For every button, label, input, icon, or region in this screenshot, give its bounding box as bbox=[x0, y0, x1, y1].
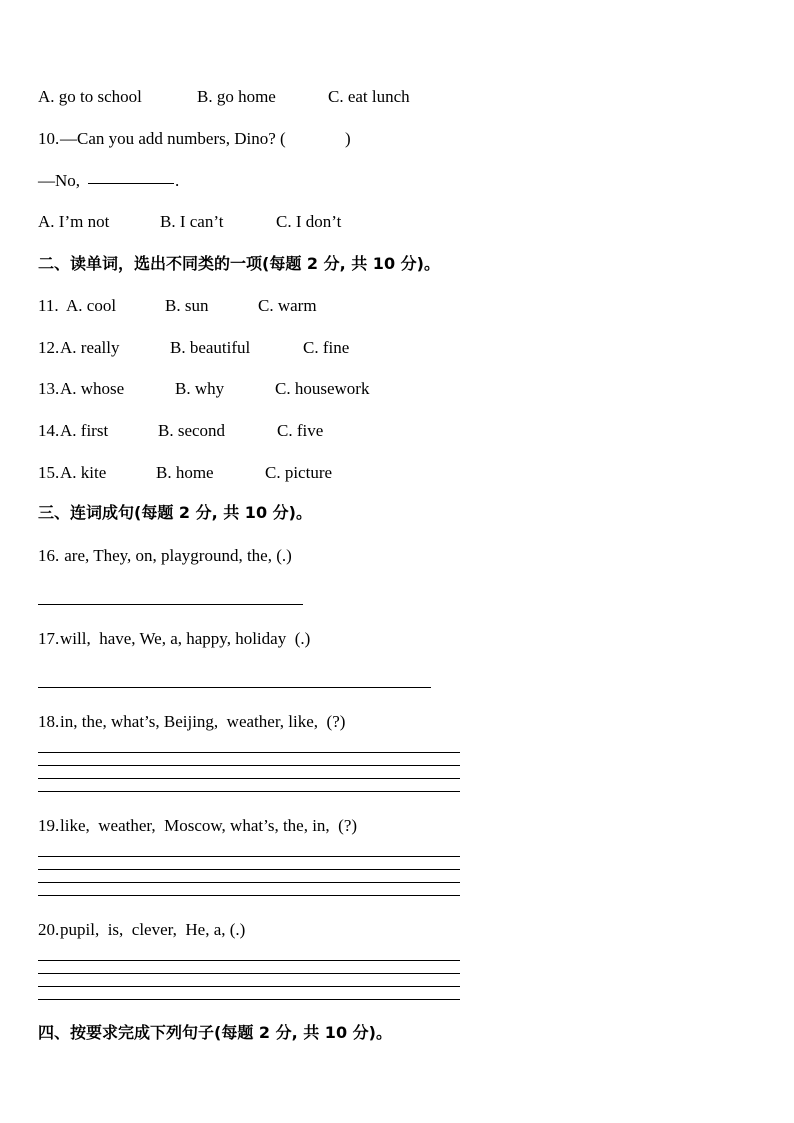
q12-option-b: B. beautiful bbox=[170, 338, 251, 357]
q9-option-c: C. eat lunch bbox=[328, 87, 410, 106]
q20-writing-line-4[interactable] bbox=[38, 999, 460, 1000]
q11-option-c: C. warm bbox=[258, 296, 317, 315]
q14-option-b: B. second bbox=[158, 421, 226, 440]
q13-option-c: C. housework bbox=[275, 379, 370, 398]
q12-number: 12. bbox=[38, 338, 60, 357]
q20-words: pupil, is, clever, He, a, (.) bbox=[60, 920, 246, 939]
q17 bbox=[38, 629, 311, 709]
q10-answer-blank[interactable] bbox=[88, 168, 174, 184]
q10-option-b: B. I can’t bbox=[160, 212, 224, 231]
q15-option-b: B. home bbox=[156, 463, 214, 482]
q17-answer-line[interactable] bbox=[38, 687, 431, 688]
q12-option-a: A. really bbox=[60, 338, 120, 357]
q10-option-a: A. I’m not bbox=[38, 212, 110, 231]
q18-number: 18. bbox=[38, 712, 60, 731]
q20-writing-line-2[interactable] bbox=[38, 973, 460, 974]
q16 bbox=[38, 546, 292, 626]
q15-option-a: A. kite bbox=[60, 463, 107, 482]
q16-words: are, They, on, playground, the, (.) bbox=[60, 546, 292, 565]
q19-writing-line-2[interactable] bbox=[38, 869, 460, 870]
q12-option-c: C. fine bbox=[303, 338, 350, 357]
q17-number: 17. bbox=[38, 629, 60, 648]
q14-option-a: A. first bbox=[60, 421, 109, 440]
q18-writing-line-2[interactable] bbox=[38, 765, 460, 766]
q10-question-text: —Can you add numbers, Dino? ( bbox=[60, 129, 286, 148]
q18-writing-line-1[interactable] bbox=[38, 752, 460, 753]
q11-number: 11. bbox=[38, 296, 59, 315]
q19-writing-line-3[interactable] bbox=[38, 882, 460, 883]
q18-writing-line-4[interactable] bbox=[38, 791, 460, 792]
q9-option-b: B. go home bbox=[197, 87, 276, 106]
q19-number: 19. bbox=[38, 816, 60, 835]
q13-option-b: B. why bbox=[175, 379, 225, 398]
q13-number: 13. bbox=[38, 379, 60, 398]
q19-writing-line-1[interactable] bbox=[38, 856, 460, 857]
q18-writing-line-3[interactable] bbox=[38, 778, 460, 779]
q20-number: 20. bbox=[38, 920, 60, 939]
q10-number: 10. bbox=[38, 129, 60, 148]
q15-number: 15. bbox=[38, 463, 60, 482]
q10-answer-suffix: . bbox=[175, 171, 180, 190]
q15-option-c: C. picture bbox=[265, 463, 333, 482]
section2-heading: 二、读单词，选出不同类的一项(每题 2 分, 共 10 分)。 bbox=[38, 254, 440, 273]
q11-option-a: A. cool bbox=[66, 296, 117, 315]
q16-answer-line[interactable] bbox=[38, 604, 303, 605]
q19-writing-line-4[interactable] bbox=[38, 895, 460, 896]
q14-option-c: C. five bbox=[277, 421, 324, 440]
q9-option-a: A. go to school bbox=[38, 87, 142, 106]
section4-heading: 四、按要求完成下列句子(每题 2 分, 共 10 分)。 bbox=[38, 1023, 392, 1042]
q10-answer-prefix: —No, bbox=[38, 171, 85, 190]
q16-number: 16. bbox=[38, 546, 60, 565]
q20-writing-line-3[interactable] bbox=[38, 986, 460, 987]
q10-option-c: C. I don’t bbox=[276, 212, 342, 231]
q10-close-paren: ) bbox=[345, 129, 351, 148]
q20-writing-line-1[interactable] bbox=[38, 960, 460, 961]
q14-number: 14. bbox=[38, 421, 60, 440]
q11-option-b: B. sun bbox=[165, 296, 209, 315]
q18-words: in, the, what’s, Beijing, weather, like, (?) bbox=[60, 712, 346, 731]
section3-heading: 三、连词成句(每题 2 分, 共 10 分)。 bbox=[38, 503, 312, 522]
q13-option-a: A. whose bbox=[60, 379, 125, 398]
q17-words: will, have, We, a, happy, holiday (.) bbox=[60, 629, 311, 648]
q19-words: like, weather, Moscow, what’s, the, in, (?) bbox=[60, 816, 358, 835]
